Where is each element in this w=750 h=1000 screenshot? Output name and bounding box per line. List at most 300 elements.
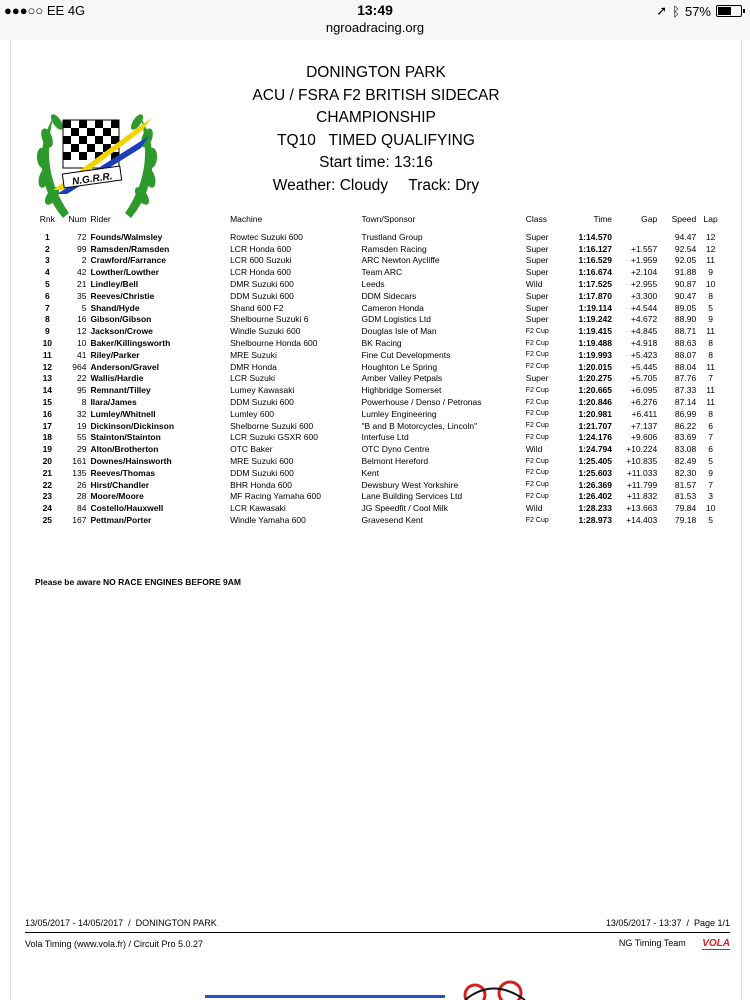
table-row [35, 361, 725, 373]
cell-number: 72 [76, 231, 87, 242]
cell-machine: MRE Suzuki [230, 349, 277, 360]
cell-rider: Founds/Walmsley [90, 231, 163, 242]
cell-rider: Lindley/Bell [90, 279, 139, 290]
clock: 13:49 [357, 2, 393, 18]
cell-speed: 88.71 [674, 326, 697, 337]
cell-number: 29 [76, 444, 87, 455]
cell-machine: LCR Honda 600 [230, 243, 292, 254]
col-gap: Gap [641, 213, 658, 224]
cell-number: 135 [72, 467, 87, 478]
cell-machine: DDM Suzuki 600 [230, 397, 294, 408]
table-row [35, 432, 725, 444]
cell-speed: 94.47 [674, 231, 697, 242]
cell-lap: 11 [706, 255, 716, 266]
cell-time: 1:26.369 [578, 479, 613, 490]
cell-time: 1:25.603 [578, 467, 613, 478]
footer-bottom [25, 938, 730, 949]
cell-class: Super [525, 314, 549, 325]
cell-speed: 90.47 [674, 290, 697, 301]
cell-rider: Ilara/James [90, 397, 137, 408]
cell-rider: Downes/Hainsworth [90, 456, 172, 467]
cell-gap: +5.705 [630, 373, 658, 384]
cell-town-sponsor: Interfuse Ltd [361, 432, 409, 443]
cell-speed: 79.18 [674, 515, 697, 526]
cell-rider: Crawford/Farrance [90, 255, 167, 266]
cell-gap: +13.663 [626, 503, 658, 514]
cell-lap: 9 [708, 267, 713, 278]
cell-gap: +11.799 [626, 479, 658, 490]
cell-class: F2 Cup [525, 433, 549, 441]
cell-town-sponsor: Amber Valley Petpals [361, 373, 443, 384]
table-header-row [35, 213, 725, 224]
cell-speed: 88.63 [674, 338, 697, 349]
cell-machine: MRE Suzuki 600 [230, 456, 294, 467]
cell-time: 1:19.993 [578, 349, 613, 360]
cell-town-sponsor: Leeds [361, 279, 385, 290]
cell-town-sponsor: Team ARC [361, 267, 403, 278]
cell-town-sponsor: GDM Logistics Ltd [361, 314, 431, 325]
cell-number: 26 [76, 479, 87, 490]
cell-time: 1:25.405 [578, 456, 613, 467]
cell-gap: +7.137 [630, 420, 658, 431]
table-row [35, 231, 725, 243]
cell-rank: 8 [44, 314, 50, 325]
table-row [35, 278, 725, 290]
cell-number: 84 [76, 503, 87, 514]
cell-town-sponsor: Belmont Hereford [361, 456, 429, 467]
cell-speed: 81.57 [674, 479, 697, 490]
cell-rank: 16 [42, 408, 53, 419]
footer-printed: 13/05/2017 - 13:37 / Page 1/1 [605, 918, 730, 928]
cell-rank: 1 [44, 231, 50, 242]
cell-machine: LCR Kawasaki [230, 503, 286, 514]
cell-speed: 92.54 [674, 243, 697, 254]
table-row [35, 255, 725, 267]
cell-gap: +4.845 [630, 326, 658, 337]
cell-time: 1:19.415 [578, 326, 613, 337]
cell-machine: DDM Suzuki 600 [230, 290, 294, 301]
cell-number: 41 [76, 349, 87, 360]
cell-time: 1:16.127 [578, 243, 613, 254]
cell-machine: BHR Honda 600 [230, 479, 292, 490]
cell-rider: Reeves/Christie [90, 290, 155, 301]
address-bar-url[interactable]: ngroadracing.org [325, 20, 425, 35]
cell-lap: 12 [705, 243, 716, 254]
cell-number: 42 [76, 267, 87, 278]
col-rnk: Rnk [39, 213, 55, 224]
cell-town-sponsor: Douglas Isle of Man [361, 326, 437, 337]
cell-rank: 10 [42, 338, 53, 349]
cell-number: 2 [81, 255, 87, 266]
cell-rank: 21 [42, 467, 53, 478]
cell-lap: 8 [708, 338, 713, 349]
table-row [35, 514, 725, 526]
cell-rank: 23 [42, 491, 53, 502]
cell-class: F2 Cup [525, 351, 549, 359]
cell-town-sponsor: Lane Building Services Ltd [361, 491, 463, 502]
cell-rider: Lumley/Whitnell [90, 408, 156, 419]
table-row [35, 290, 725, 302]
cell-class: Wild [525, 279, 543, 290]
series-title: ACU / FSRA F2 BRITISH SIDECAR [252, 86, 500, 104]
cell-rider: Stainton/Stainton [90, 432, 161, 443]
cell-rider: Reeves/Thomas [90, 467, 156, 478]
cell-rank: 4 [44, 267, 50, 278]
cell-speed: 89.05 [674, 302, 697, 313]
cell-machine: LCR Honda 600 [230, 267, 292, 278]
cell-lap: 8 [708, 349, 713, 360]
cell-time: 1:24.794 [578, 444, 613, 455]
table-row [35, 373, 725, 385]
footer-team-wrap [619, 938, 730, 949]
cell-class: Super [525, 231, 549, 242]
cell-rider: Wallis/Hardie [90, 373, 144, 384]
table-row [35, 325, 725, 337]
cell-gap: +4.544 [630, 302, 658, 313]
cell-speed: 86.22 [674, 420, 697, 431]
cell-gap: +10.224 [626, 444, 658, 455]
cell-number: 32 [76, 408, 87, 419]
cell-town-sponsor: Cameron Honda [361, 302, 424, 313]
cell-time: 1:20.275 [578, 373, 613, 384]
cell-lap: 6 [708, 444, 713, 455]
cell-rank: 25 [42, 515, 53, 526]
cell-rank: 6 [44, 290, 50, 301]
table-row [35, 266, 725, 278]
cell-gap: +5.423 [630, 349, 658, 360]
col-machine: Machine [230, 213, 263, 224]
cell-class: F2 Cup [525, 339, 549, 347]
results-table [35, 213, 725, 526]
cell-speed: 90.87 [674, 279, 697, 290]
cell-class: Super [525, 290, 549, 301]
cell-lap: 5 [708, 456, 713, 467]
cell-number: 55 [76, 432, 87, 443]
cell-number: 16 [76, 314, 87, 325]
cell-class: F2 Cup [525, 386, 549, 394]
carrier-signal: ●●●○○ EE 4G [4, 3, 86, 18]
table-row [35, 337, 725, 349]
cell-lap: 7 [708, 479, 713, 490]
cell-rider: Jackson/Crowe [90, 326, 153, 337]
cell-gap: +6.411 [631, 408, 658, 419]
cell-rank: 14 [42, 385, 53, 396]
cell-class: Super [525, 267, 549, 278]
track-label: Track: Dry [408, 176, 480, 194]
ad-strip-graphic [455, 975, 535, 1000]
cell-lap: 11 [706, 397, 716, 408]
table-body [35, 231, 725, 526]
cell-machine: Windle Yamaha 600 [230, 515, 306, 526]
session-title: TQ10 TIMED QUALIFYING [277, 131, 475, 149]
venue-title: DONINGTON PARK [306, 64, 446, 81]
battery-fill [718, 7, 731, 15]
battery-icon [716, 5, 742, 17]
cell-rank: 12 [42, 361, 53, 372]
status-right [656, 3, 742, 19]
location-icon: ➚ [656, 3, 668, 18]
col-class: Class [525, 213, 548, 224]
cell-gap: +11.832 [626, 491, 658, 502]
table-row [35, 455, 725, 467]
cell-lap: 7 [708, 373, 713, 384]
cell-class: F2 Cup [525, 398, 549, 406]
cell-town-sponsor: Ramsden Racing [361, 243, 427, 254]
cell-rider: Baker/Killingsworth [90, 338, 171, 349]
cell-rank: 7 [44, 302, 50, 313]
cell-town-sponsor: BK Racing [361, 338, 402, 349]
cell-class: Super [525, 302, 549, 313]
cell-speed: 91.88 [674, 267, 697, 278]
cell-class: F2 Cup [525, 469, 549, 477]
cell-gap: +3.300 [630, 290, 658, 301]
cell-speed: 79.84 [674, 503, 697, 514]
cell-time: 1:28.233 [578, 503, 613, 514]
cell-number: 19 [76, 420, 87, 431]
cell-machine: Shand 600 F2 [230, 302, 284, 313]
cell-time: 1:28.973 [578, 515, 613, 526]
cell-speed: 87.76 [674, 373, 697, 384]
cell-time: 1:19.114 [578, 302, 613, 313]
cell-rank: 13 [42, 373, 53, 384]
cell-number: 167 [72, 515, 87, 526]
col-speed: Speed [671, 213, 697, 224]
table-row [35, 243, 725, 255]
table-row [35, 467, 725, 479]
table-row [35, 479, 725, 491]
cell-rank: 5 [44, 279, 50, 290]
table-row [35, 314, 725, 326]
cell-rider: Alton/Brotherton [90, 444, 159, 455]
cell-gap: +6.095 [630, 385, 658, 396]
col-lap: Lap [703, 213, 718, 224]
cell-speed: 83.08 [674, 444, 697, 455]
cell-lap: 9 [708, 467, 713, 478]
cell-class: F2 Cup [525, 410, 549, 418]
col-time: Time [593, 213, 613, 224]
cell-machine: Shelborne Suzuki 600 [230, 420, 314, 431]
cell-rank: 2 [44, 243, 50, 254]
conditions [231, 175, 521, 198]
footer-top [25, 918, 730, 928]
cell-machine: OTC Baker [230, 444, 273, 455]
col-town: Town/Sponsor [361, 213, 416, 224]
cell-rank: 22 [42, 479, 53, 490]
cell-time: 1:19.488 [578, 338, 613, 349]
cell-machine: Lumley 600 [230, 408, 275, 419]
cell-machine: DMR Suzuki 600 [230, 279, 294, 290]
cell-rider: Pettman/Porter [90, 515, 152, 526]
cell-gap: +9.606 [630, 432, 658, 443]
cell-time: 1:20.665 [578, 385, 613, 396]
cell-gap: +4.918 [630, 338, 658, 349]
cell-rank: 9 [44, 326, 50, 337]
table-row [35, 396, 725, 408]
cell-time: 1:26.402 [578, 491, 613, 502]
footer-dates-venue: 13/05/2017 - 14/05/2017 / DONINGTON PARK [25, 918, 217, 928]
cell-gap: +2.104 [630, 267, 658, 278]
cell-lap: 11 [706, 385, 716, 396]
cell-time: 1:24.176 [578, 432, 613, 443]
cell-number: 12 [76, 326, 87, 337]
cell-rank: 17 [42, 420, 53, 431]
cell-speed: 83.69 [674, 432, 697, 443]
cell-rank: 11 [42, 349, 52, 360]
status-bar [0, 0, 750, 40]
cell-machine: Shelbourne Suzuki 6 [230, 314, 309, 325]
cell-machine: MF Racing Yamaha 600 [230, 491, 321, 502]
cell-gap: +11.033 [626, 467, 658, 478]
bluetooth-icon: ᛒ [672, 3, 680, 19]
cell-speed: 87.33 [674, 385, 697, 396]
cell-town-sponsor: Gravesend Kent [361, 515, 423, 526]
cell-number: 8 [81, 397, 87, 408]
cell-speed: 86.99 [674, 408, 697, 419]
cell-speed: 81.53 [674, 491, 697, 502]
cell-lap: 11 [706, 361, 716, 372]
cell-lap: 8 [708, 290, 713, 301]
table-row [35, 349, 725, 361]
cell-gap: +10.835 [626, 456, 658, 467]
cell-time: 1:20.981 [578, 408, 613, 419]
cell-lap: 5 [708, 515, 713, 526]
cell-gap: +5.445 [630, 361, 658, 372]
cell-class: Super [525, 255, 549, 266]
championship-title: CHAMPIONSHIP [316, 109, 436, 126]
cell-town-sponsor: Kent [361, 467, 379, 478]
cell-town-sponsor: DDM Sidecars [361, 290, 417, 301]
cell-rank: 19 [42, 444, 53, 455]
cell-rank: 20 [42, 456, 53, 467]
cell-number: 35 [76, 290, 87, 301]
cell-class: Wild [525, 503, 543, 514]
cell-lap: 7 [708, 432, 713, 443]
ad-strip-bar [205, 995, 445, 998]
cell-rider: Dickinson/Dickinson [90, 420, 175, 431]
start-time: Start time: 13:16 [319, 154, 433, 171]
cell-town-sponsor: ARC Newton Aycliffe [361, 255, 440, 266]
cell-lap: 8 [708, 408, 713, 419]
cell-time: 1:14.570 [578, 231, 613, 242]
cell-time: 1:16.674 [578, 267, 613, 278]
vola-logo: VOLA [702, 938, 730, 949]
weather-label: Weather: Cloudy [272, 176, 388, 194]
cell-class: Wild [525, 444, 543, 455]
cell-machine: LCR 600 Suzuki [230, 255, 292, 266]
table-row [35, 302, 725, 314]
cell-town-sponsor: Dewsbury West Yorkshire [361, 479, 459, 490]
col-num: Num [68, 213, 87, 224]
cell-speed: 88.90 [674, 314, 697, 325]
footer-divider [25, 932, 730, 933]
cell-town-sponsor: "B and B Motorcycles, Lincoln" [361, 420, 478, 431]
cell-town-sponsor: Powerhouse / Denso / Petronas [361, 397, 482, 408]
cell-class: Super [525, 243, 549, 254]
table-row [35, 384, 725, 396]
cell-number: 161 [72, 456, 87, 467]
cell-time: 1:17.525 [578, 279, 613, 290]
table-row [35, 502, 725, 514]
cell-time: 1:20.846 [578, 397, 613, 408]
cell-machine: Lumey Kawasaki [230, 385, 295, 396]
footer-software: Vola Timing (www.vola.fr) / Circuit Pro 5.0.27 [25, 938, 204, 949]
cell-machine: LCR Suzuki [230, 373, 275, 384]
cell-rider: Anderson/Gravel [90, 361, 159, 372]
engine-notice: Please be aware NO RACE ENGINES BEFORE 9AM [35, 577, 241, 587]
col-rider: Rider [90, 213, 111, 224]
cell-rider: Costello/Hauxwell [90, 503, 164, 514]
battery-percent: 57% [684, 3, 711, 19]
cell-rider: Gibson/Gibson [90, 314, 152, 325]
cell-lap: 5 [708, 302, 713, 313]
cell-machine: Windle Suzuki 600 [230, 326, 301, 337]
cell-speed: 88.04 [674, 361, 697, 372]
cell-lap: 6 [708, 420, 713, 431]
cell-machine: DDM Suzuki 600 [230, 467, 294, 478]
cell-rank: 18 [42, 432, 53, 443]
cell-gap: +14.403 [626, 515, 658, 526]
cell-lap: 10 [705, 503, 716, 514]
cell-town-sponsor: Trustland Group [361, 231, 423, 242]
cell-gap: +1.959 [630, 255, 658, 266]
table-row [35, 408, 725, 420]
cell-gap: +4.672 [630, 314, 658, 325]
cell-town-sponsor: Houghton Le Spring [361, 361, 438, 372]
cell-machine: DMR Honda [230, 361, 277, 372]
cell-town-sponsor: OTC Dyno Centre [361, 444, 430, 455]
cell-class: F2 Cup [525, 481, 549, 489]
cell-class: F2 Cup [525, 422, 549, 430]
cell-rank: 24 [42, 503, 53, 514]
cell-machine: LCR Suzuki GSXR 600 [230, 432, 318, 443]
cell-rider: Riley/Parker [90, 349, 140, 360]
table-row [35, 443, 725, 455]
cell-gap: +1.557 [630, 243, 658, 254]
cell-town-sponsor: Lumley Engineering [361, 408, 437, 419]
cell-number: 21 [76, 279, 87, 290]
cell-speed: 92.05 [674, 255, 697, 266]
logo-text: N.G.R.R. [71, 171, 114, 188]
cell-rider: Hirst/Chandler [90, 479, 150, 490]
cell-rider: Ramsden/Ramsden [90, 243, 170, 254]
cell-lap: 10 [705, 279, 716, 290]
cell-time: 1:16.529 [578, 255, 613, 266]
results-document [10, 40, 742, 1000]
footer-team: NG Timing Team [618, 938, 686, 948]
results-header [231, 62, 521, 197]
table-row [35, 420, 725, 432]
cell-lap: 9 [708, 314, 713, 325]
cell-town-sponsor: JG Speedfit / Cool Milk [361, 503, 448, 514]
cell-lap: 12 [705, 231, 716, 242]
cell-class: F2 Cup [525, 492, 549, 500]
cell-class: Super [525, 373, 549, 384]
cell-time: 1:17.870 [578, 290, 613, 301]
cell-number: 99 [76, 243, 87, 254]
cell-lap: 11 [706, 326, 716, 337]
cell-town-sponsor: Highbridge Somerset [361, 385, 442, 396]
cell-rank: 3 [44, 255, 50, 266]
cell-rider: Moore/Moore [90, 491, 144, 502]
cell-time: 1:20.015 [578, 361, 613, 372]
cell-time: 1:19.242 [578, 314, 613, 325]
cell-rank: 15 [42, 397, 53, 408]
cell-machine: Shelbourne Honda 600 [230, 338, 318, 349]
cell-speed: 82.30 [674, 467, 697, 478]
cell-time: 1:21.707 [578, 420, 613, 431]
cell-speed: 88.07 [674, 349, 697, 360]
cell-gap [612, 231, 657, 243]
